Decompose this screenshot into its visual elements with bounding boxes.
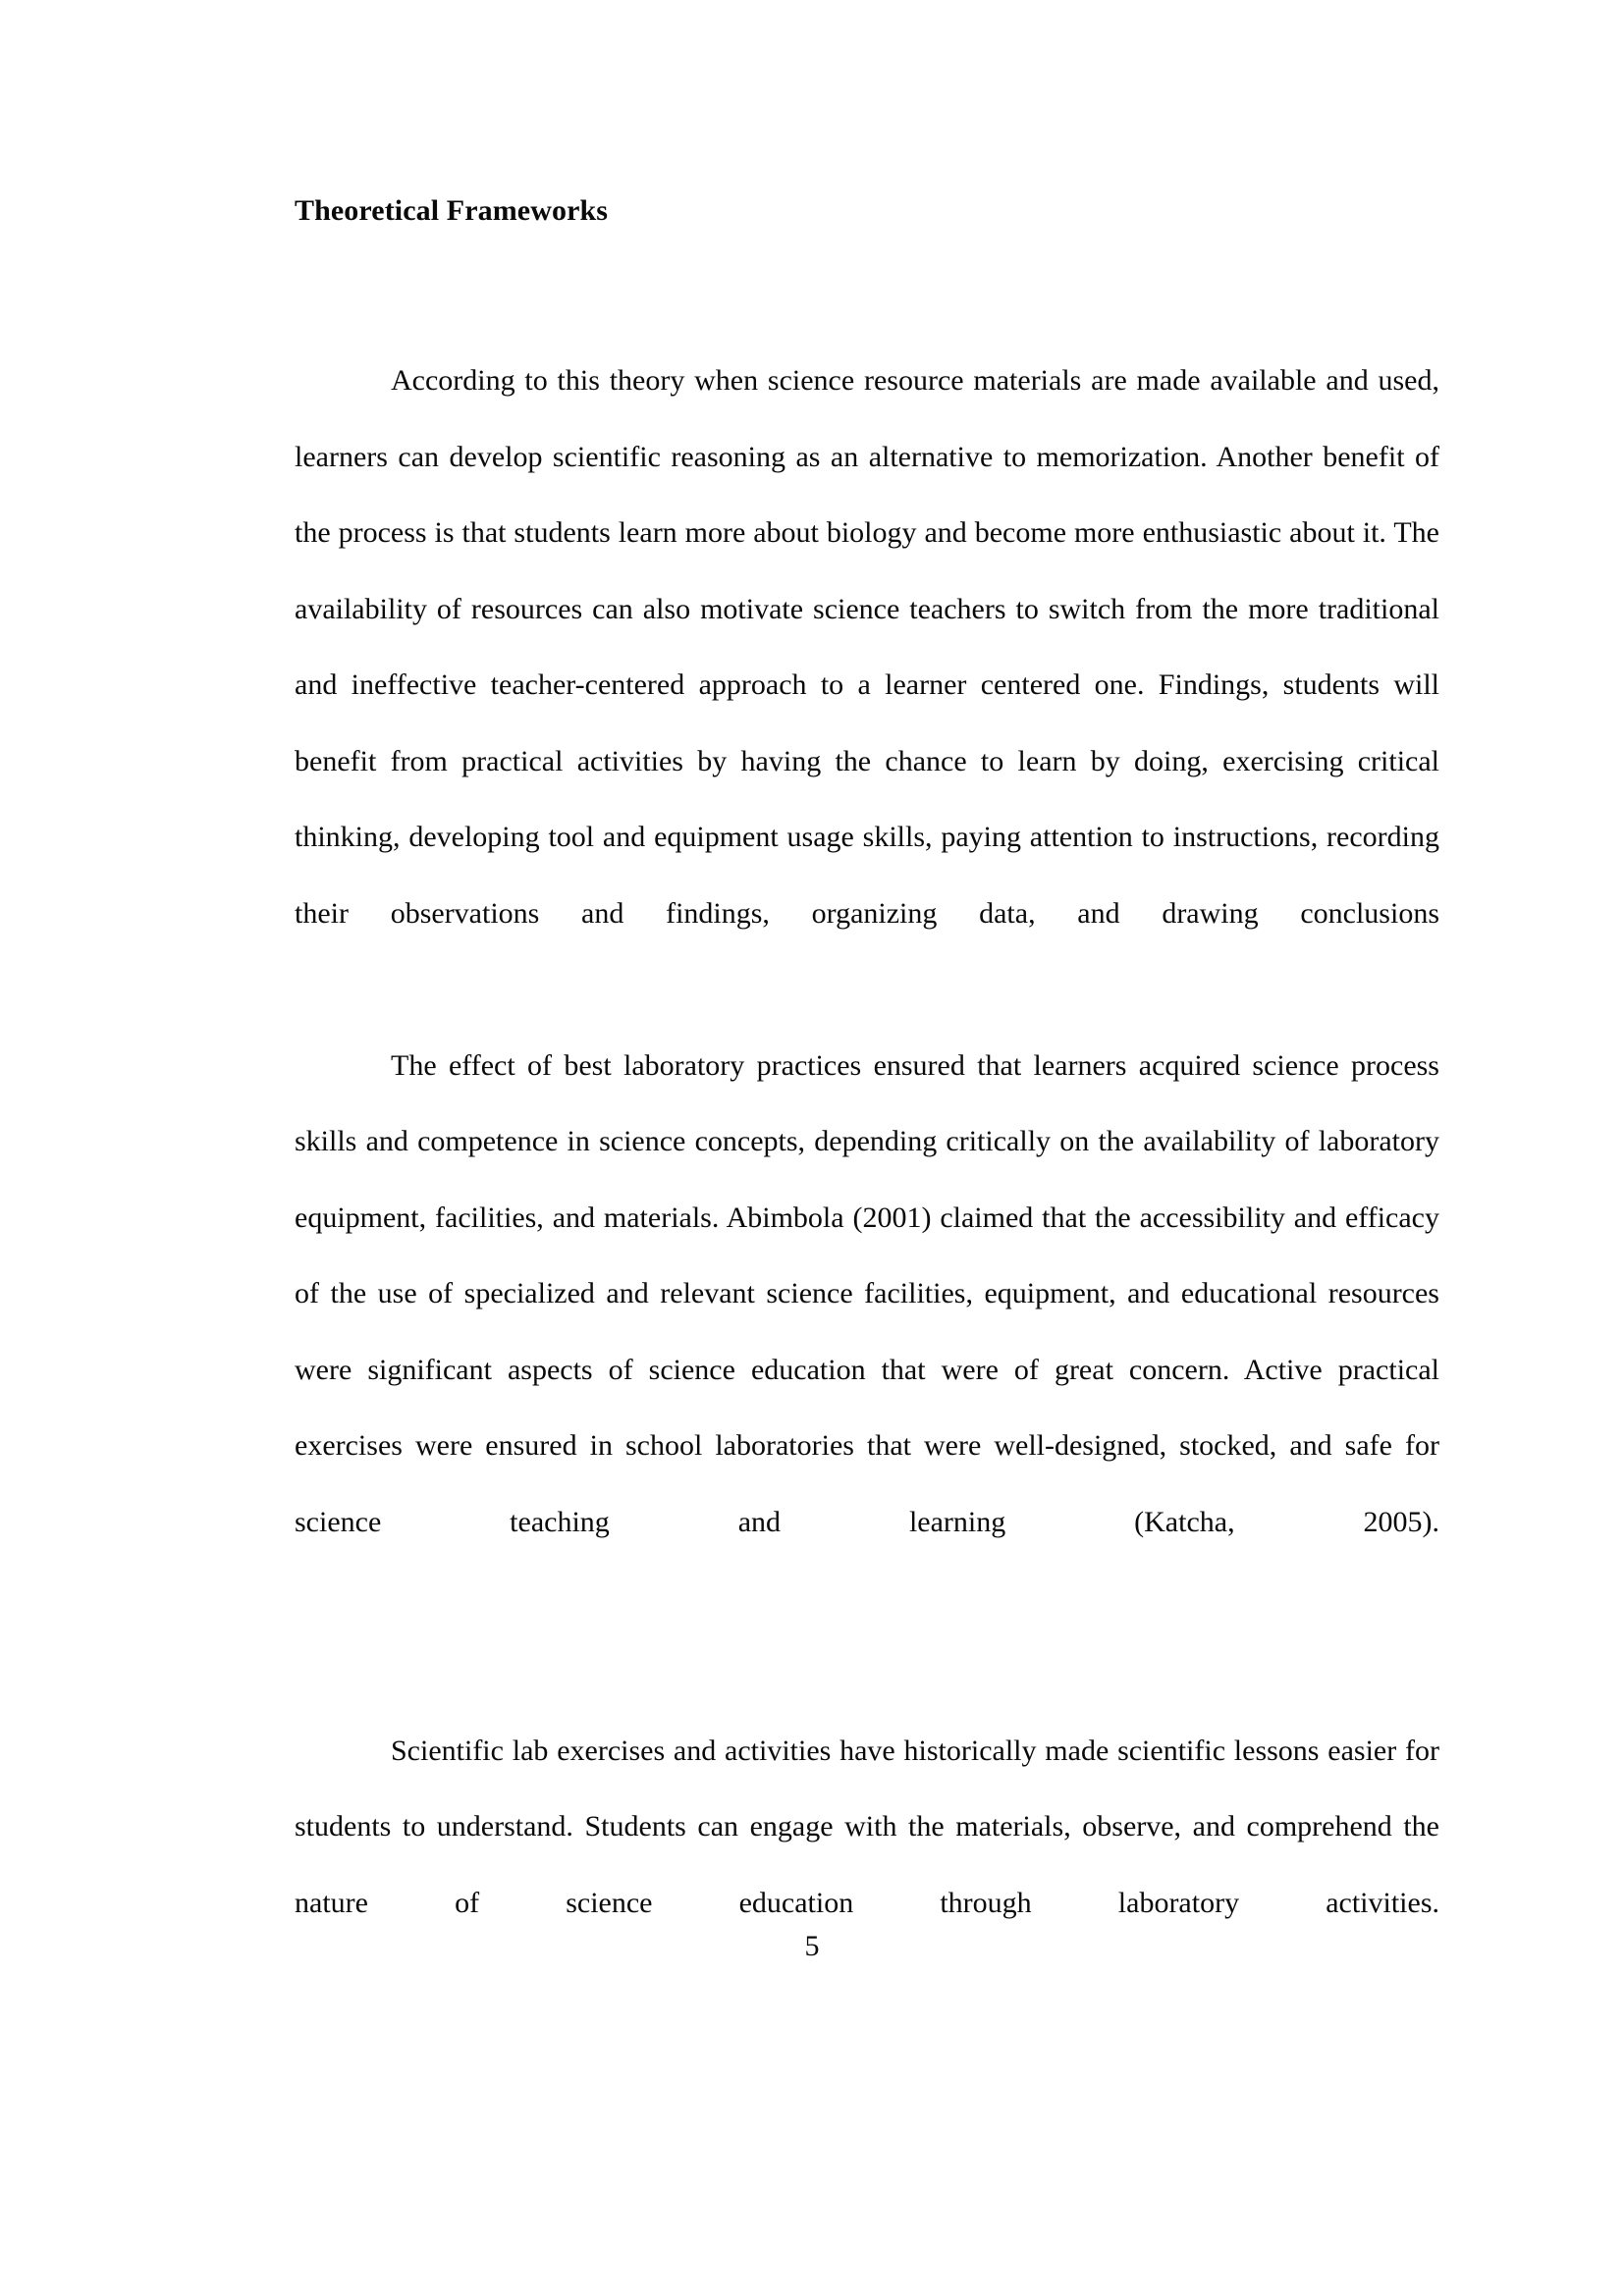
heading-spacer — [295, 230, 1439, 343]
body-paragraph-3: Scientific lab exercises and activities have historically made scientific lessons easier for students to understand. Students can engage with the materials, observe, and comprehend the nature of science education through laboratory activities. — [295, 1734, 1439, 1919]
page-title: Theoretical Frameworks — [295, 194, 609, 227]
paragraph-spacer — [295, 1636, 1439, 1713]
page-number: 5 — [804, 1930, 820, 1962]
body-paragraph-1: According to this theory when science resource materials are made available and used, learners can develop scientific reasoning as an alternative to memorization. Another benefit of the process is that students learn more about biology and become more enthusiastic about it. The availability of resources can also motivate science teachers to switch from the more traditional and ineffective teacher-centered approach to a learner centered one. Findings, students will benefit from practical activities by having the chance to learn by doing, exercising critical thinking, developing tool and equipment usage skills, paying attention to instructions, recording their observations and findings, organizing data, and drawing conclusions — [295, 364, 1439, 930]
body-paragraph-2: The effect of best laboratory practices ensured that learners acquired science process skills and competence in science concepts, depending critically on the availability of laboratory equipment, facilities, and materials. Abimbola (2001) claimed that the accessibility and efficacy of the use of specialized and relevant science facilities, equipment, and educational resources were significant aspects of science education that were of great concern. Active practical exercises were ensured in school laboratories that were well-designed, stocked, and safe for science teaching and learning (Katcha, 2005). — [295, 1048, 1439, 1538]
page-body-text — [295, 192, 1439, 2017]
